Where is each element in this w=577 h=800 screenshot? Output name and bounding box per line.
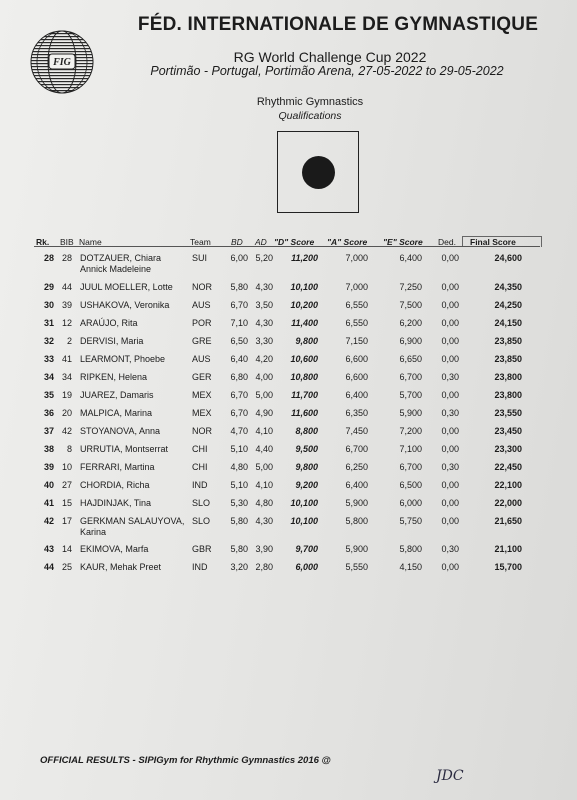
bd-cell: 6,50 <box>230 336 248 346</box>
ad-cell: 4,30 <box>255 282 273 292</box>
ad-cell: 4,80 <box>255 498 273 508</box>
apparatus-box <box>277 131 359 213</box>
ded-cell: 0,00 <box>441 253 459 263</box>
team-cell: AUS <box>192 300 211 310</box>
venue-dates: Portimão - Portugal, Portimão Arena, 27-05-2022 to 29-05-2022 <box>150 64 504 78</box>
bd-cell: 5,10 <box>230 480 248 490</box>
name-cell: ARAÚJO, Rita <box>80 318 138 328</box>
d-score-cell: 10,600 <box>290 354 318 364</box>
footer-official-results: OFFICIAL RESULTS - SIPIGym for Rhythmic Gymnastics 2016 @ <box>40 755 331 766</box>
a-score-cell: 6,600 <box>345 372 368 382</box>
ded-cell: 0,00 <box>441 426 459 436</box>
ded-cell: 0,00 <box>441 480 459 490</box>
bib-cell: 8 <box>66 444 72 454</box>
ded-cell: 0,00 <box>441 354 459 364</box>
d-score-cell: 9,800 <box>295 336 318 346</box>
name-cell: JUAREZ, Damaris <box>80 390 154 400</box>
d-score-cell: 10,800 <box>290 372 318 382</box>
e-score-cell: 6,650 <box>399 354 422 364</box>
ded-cell: 0,00 <box>441 336 459 346</box>
bd-cell: 7,10 <box>230 318 248 328</box>
rank-cell: 39 <box>43 462 54 472</box>
name-cell: LEARMONT, Phoebe <box>80 354 166 364</box>
final-score-cell: 23,850 <box>494 354 522 364</box>
rank-cell: 42 <box>43 516 54 526</box>
ded-cell: 0,00 <box>441 498 459 508</box>
rank-cell: 32 <box>43 336 54 346</box>
ad-cell: 4,10 <box>255 426 273 436</box>
e-score-cell: 6,900 <box>399 336 422 346</box>
d-score-cell: 6,000 <box>295 562 318 572</box>
bd-cell: 6,40 <box>230 354 248 364</box>
bib-cell: 14 <box>61 544 72 554</box>
final-score-cell: 23,800 <box>494 372 522 382</box>
bib-cell: 39 <box>61 300 72 310</box>
e-score-cell: 7,200 <box>399 426 422 436</box>
rank-cell: 34 <box>43 372 54 382</box>
d-score-cell: 10,100 <box>290 516 318 526</box>
name-cell-line2: Annick Madeleine <box>80 264 152 274</box>
a-score-cell: 6,250 <box>345 462 368 472</box>
d-score-cell: 9,500 <box>295 444 318 454</box>
team-cell: POR <box>192 318 212 328</box>
ad-cell: 4,00 <box>255 372 273 382</box>
logo-text: FIG <box>53 57 71 68</box>
signature: JDC <box>436 768 464 784</box>
team-cell: GRE <box>192 336 212 346</box>
a-score-cell: 5,800 <box>345 516 368 526</box>
team-cell: MEX <box>192 390 212 400</box>
d-score-cell: 10,100 <box>290 498 318 508</box>
name-cell: URRUTIA, Montserrat <box>80 444 169 454</box>
rank-cell: 33 <box>43 354 54 364</box>
e-score-cell: 6,500 <box>399 480 422 490</box>
bib-cell: 17 <box>61 516 72 526</box>
final-score-cell: 23,300 <box>494 444 522 454</box>
e-score-cell: 6,200 <box>399 318 422 328</box>
bd-cell: 6,70 <box>230 300 248 310</box>
rank-cell: 30 <box>43 300 54 310</box>
bd-cell: 4,80 <box>230 462 248 472</box>
final-score-cell: 23,550 <box>494 408 522 418</box>
bib-cell: 44 <box>61 282 72 292</box>
final-score-cell: 15,700 <box>494 562 522 572</box>
e-score-cell: 7,500 <box>399 300 422 310</box>
phase-label: Qualifications <box>278 110 342 122</box>
federation-title: FÉD. INTERNATIONALE DE GYMNASTIQUE <box>137 14 539 35</box>
col-team: Team <box>190 237 211 247</box>
name-cell: KAUR, Mehak Preet <box>80 562 162 572</box>
rank-cell: 28 <box>43 253 54 263</box>
name-cell: MALPICA, Marina <box>80 408 153 418</box>
ad-cell: 3,90 <box>255 544 273 554</box>
bib-cell: 12 <box>61 318 72 328</box>
rank-cell: 31 <box>43 318 54 328</box>
team-cell: CHI <box>192 462 208 472</box>
a-score-cell: 5,900 <box>345 544 368 554</box>
bib-cell: 27 <box>61 480 72 490</box>
final-score-cell: 23,850 <box>494 336 522 346</box>
a-score-cell: 5,550 <box>345 562 368 572</box>
e-score-cell: 6,700 <box>399 372 422 382</box>
ded-cell: 0,30 <box>441 408 459 418</box>
a-score-cell: 6,400 <box>345 480 368 490</box>
ded-cell: 0,30 <box>441 544 459 554</box>
ded-cell: 0,30 <box>441 372 459 382</box>
d-score-cell: 10,100 <box>290 282 318 292</box>
team-cell: SUI <box>192 253 208 263</box>
bib-cell: 34 <box>61 372 72 382</box>
a-score-cell: 6,700 <box>345 444 368 454</box>
a-score-cell: 7,150 <box>345 336 368 346</box>
rank-cell: 43 <box>43 544 54 554</box>
bib-cell: 10 <box>61 462 72 472</box>
name-cell: USHAKOVA, Veronika <box>80 300 170 310</box>
col-bd: BD <box>231 237 243 247</box>
ad-cell: 3,50 <box>255 300 273 310</box>
discipline-label: Rhythmic Gymnastics <box>256 96 364 108</box>
bd-cell: 6,70 <box>230 408 248 418</box>
bib-cell: 42 <box>61 426 72 436</box>
ad-cell: 4,90 <box>255 408 273 418</box>
ded-cell: 0,00 <box>441 390 459 400</box>
ball-icon <box>302 156 335 189</box>
final-score-cell: 24,350 <box>494 282 522 292</box>
e-score-cell: 6,700 <box>399 462 422 472</box>
final-score-cell: 23,800 <box>494 390 522 400</box>
rank-cell: 35 <box>43 390 54 400</box>
team-cell: SLO <box>192 516 211 526</box>
e-score-cell: 5,800 <box>399 544 422 554</box>
bib-cell: 25 <box>61 562 72 572</box>
ad-cell: 2,80 <box>255 562 273 572</box>
ad-cell: 3,30 <box>255 336 273 346</box>
d-score-cell: 11,400 <box>291 318 318 328</box>
ded-cell: 0,00 <box>441 516 459 526</box>
fig-logo <box>30 30 94 94</box>
ded-cell: 0,00 <box>441 318 459 328</box>
final-score-cell: 24,150 <box>494 318 522 328</box>
bd-cell: 3,20 <box>230 562 248 572</box>
bib-cell: 2 <box>66 336 72 346</box>
rank-cell: 40 <box>43 480 54 490</box>
ad-cell: 4,20 <box>255 354 273 364</box>
final-score-cell: 21,100 <box>494 544 522 554</box>
rank-cell: 38 <box>43 444 54 454</box>
team-cell: GER <box>192 372 212 382</box>
team-cell: IND <box>192 562 208 572</box>
ded-cell: 0,00 <box>441 282 459 292</box>
final-score-cell: 24,250 <box>494 300 522 310</box>
bd-cell: 5,30 <box>230 498 248 508</box>
bib-cell: 41 <box>61 354 72 364</box>
event-title: RG World Challenge Cup 2022 <box>233 49 427 65</box>
bd-cell: 5,10 <box>230 444 248 454</box>
bd-cell: 6,80 <box>230 372 248 382</box>
bib-cell: 19 <box>61 390 72 400</box>
col-bib: BIB <box>60 237 74 247</box>
final-score-cell: 23,450 <box>494 426 522 436</box>
e-score-cell: 5,900 <box>399 408 422 418</box>
rank-cell: 29 <box>43 282 54 292</box>
name-cell: FERRARI, Martina <box>80 462 155 472</box>
e-score-cell: 6,000 <box>399 498 422 508</box>
a-score-cell: 6,550 <box>345 318 368 328</box>
name-cell: DOTZAUER, Chiara <box>80 253 162 263</box>
team-cell: AUS <box>192 354 211 364</box>
ad-cell: 5,20 <box>255 253 273 263</box>
name-cell: CHORDIA, Richa <box>80 480 150 490</box>
name-cell: STOYANOVA, Anna <box>80 426 161 436</box>
rank-cell: 41 <box>43 498 54 508</box>
bd-cell: 6,70 <box>230 390 248 400</box>
a-score-cell: 7,450 <box>345 426 368 436</box>
a-score-cell: 5,900 <box>345 498 368 508</box>
bd-cell: 4,70 <box>230 426 248 436</box>
a-score-cell: 7,000 <box>345 282 368 292</box>
col-a-score: "A" Score <box>327 237 368 247</box>
d-score-cell: 9,800 <box>295 462 318 472</box>
name-cell: GERKMAN SALAUYOVA, <box>80 516 185 526</box>
col-ad: AD <box>255 237 267 247</box>
bib-cell: 15 <box>61 498 72 508</box>
ad-cell: 5,00 <box>255 462 273 472</box>
col-e-score: "E" Score <box>383 237 423 247</box>
rank-cell: 44 <box>43 562 54 572</box>
team-cell: NOR <box>192 426 212 436</box>
bd-cell: 6,00 <box>230 253 248 263</box>
team-cell: MEX <box>192 408 212 418</box>
a-score-cell: 7,000 <box>345 253 368 263</box>
e-score-cell: 7,250 <box>399 282 422 292</box>
a-score-cell: 6,600 <box>345 354 368 364</box>
name-cell: DERVISI, Maria <box>80 336 144 346</box>
d-score-cell: 10,200 <box>290 300 318 310</box>
ded-cell: 0,00 <box>441 444 459 454</box>
name-cell-line2: Karina <box>80 527 107 537</box>
final-score-cell: 22,100 <box>494 480 522 490</box>
header-rule <box>34 246 540 247</box>
rank-cell: 37 <box>43 426 54 436</box>
ded-cell: 0,30 <box>441 462 459 472</box>
name-cell: JUUL MOELLER, Lotte <box>80 282 173 292</box>
d-score-cell: 11,700 <box>291 390 318 400</box>
d-score-cell: 9,700 <box>295 544 318 554</box>
bd-cell: 5,80 <box>230 544 248 554</box>
a-score-cell: 6,350 <box>345 408 368 418</box>
final-score-cell: 22,450 <box>494 462 522 472</box>
bib-cell: 28 <box>61 253 72 263</box>
col-final-score: Final Score <box>470 237 516 247</box>
final-score-cell: 24,600 <box>494 253 522 263</box>
ad-cell: 4,10 <box>255 480 273 490</box>
col-rk: Rk. <box>36 237 50 247</box>
team-cell: NOR <box>192 282 212 292</box>
ded-cell: 0,00 <box>441 300 459 310</box>
name-cell: EKIMOVA, Marfa <box>80 544 149 554</box>
e-score-cell: 5,750 <box>399 516 422 526</box>
d-score-cell: 11,600 <box>291 408 318 418</box>
d-score-cell: 8,800 <box>295 426 318 436</box>
col-name: Name <box>79 237 102 247</box>
e-score-cell: 4,150 <box>399 562 422 572</box>
a-score-cell: 6,400 <box>345 390 368 400</box>
ad-cell: 5,00 <box>255 390 273 400</box>
rank-cell: 36 <box>43 408 54 418</box>
col-ded: Ded. <box>438 237 456 247</box>
a-score-cell: 6,550 <box>345 300 368 310</box>
ded-cell: 0,00 <box>441 562 459 572</box>
e-score-cell: 5,700 <box>399 390 422 400</box>
ad-cell: 4,40 <box>255 444 273 454</box>
team-cell: SLO <box>192 498 211 508</box>
d-score-cell: 11,200 <box>291 253 318 263</box>
final-score-cell: 22,000 <box>494 498 522 508</box>
ad-cell: 4,30 <box>255 516 273 526</box>
e-score-cell: 7,100 <box>399 444 422 454</box>
ad-cell: 4,30 <box>255 318 273 328</box>
team-cell: IND <box>192 480 208 490</box>
name-cell: RIPKEN, Helena <box>80 372 148 382</box>
col-d-score: "D" Score <box>274 237 315 247</box>
bd-cell: 5,80 <box>230 282 248 292</box>
name-cell: HAJDINJAK, Tina <box>80 498 152 508</box>
e-score-cell: 6,400 <box>399 253 422 263</box>
team-cell: CHI <box>192 444 208 454</box>
d-score-cell: 9,200 <box>295 480 318 490</box>
final-score-cell: 21,650 <box>494 516 522 526</box>
team-cell: GBR <box>192 544 212 554</box>
bd-cell: 5,80 <box>230 516 248 526</box>
bib-cell: 20 <box>61 408 72 418</box>
